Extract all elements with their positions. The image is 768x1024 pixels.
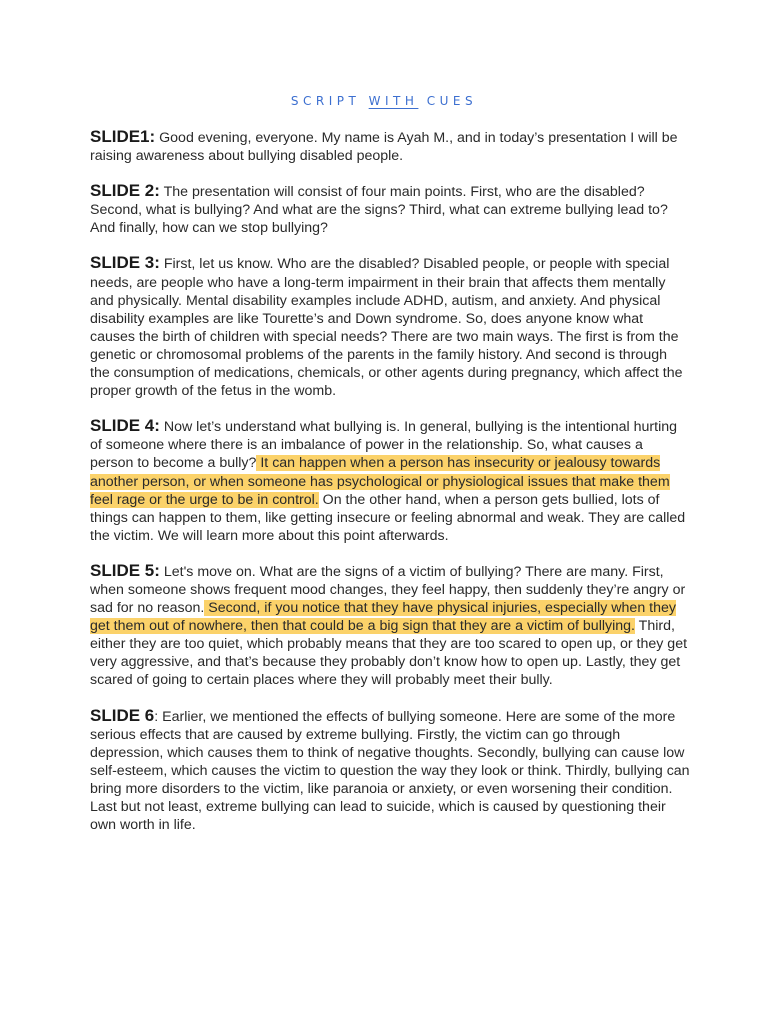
slide-5-paragraph xyxy=(90,562,690,690)
slide-2-label: SLIDE 2: xyxy=(90,181,160,201)
slide-3-label: SLIDE 3: xyxy=(90,253,160,273)
slide-4-label: SLIDE 4: xyxy=(90,416,160,436)
title-part-script: SCRIPT xyxy=(290,94,369,108)
slide-3-paragraph xyxy=(90,254,690,400)
title-part-with: WITH xyxy=(368,94,419,108)
slide-2-paragraph xyxy=(90,182,690,237)
slide-4-paragraph xyxy=(90,417,690,545)
slide-6-paragraph xyxy=(90,707,690,835)
slide-4-text-after: On the other hand, when a person gets bullied, lots of things can happen to them, like getting insecure or feeling abnormal and weak. They are called the victim. We will learn more about this point afterwards. xyxy=(90,491,686,544)
slide-1-paragraph xyxy=(90,128,690,165)
title-part-cues: CUES xyxy=(418,94,478,108)
slide-5-label: SLIDE 5: xyxy=(90,560,160,580)
slide-5-highlight: Second, if you notice that they have physical injuries, especially when they get them out of nowhere, then that could be a big sign that they are a victim of bullying. xyxy=(90,600,676,635)
slide-6-label: SLIDE 6 xyxy=(90,705,155,725)
slide-3-text: First, let us know. Who are the disabled? Disabled people, or people with special needs, are people who have a long-term impairment in their brain that affects them mentally and physically. Mental disability examples include ADHD, autism, and anxiety. And physical disability examples are like Tourette’s and Down syndrome. So, does anyone know what causes the birth of children with special needs? There are two main ways. The first is from the genetic or chromosomal problems of the parents in the family history. And second is through the consumption of medications, chemicals, or other agents during pregnancy, which affect the proper growth of the fetus in the womb. xyxy=(90,256,683,400)
slide-2-text: The presentation will consist of four main points. First, who are the disabled? Second, what is bullying? And what are the signs? Third, what can extreme bullying lead to? And finally, how can we stop bullying? xyxy=(90,184,668,237)
slide-1-text: Good evening, everyone. My name is Ayah M., and in today’s presentation I will be raising awareness about bullying disabled people. xyxy=(90,130,678,165)
document-title xyxy=(0,94,768,108)
slide-1-label: SLIDE1: xyxy=(90,127,156,146)
slide-4-text-before: Now let’s understand what bullying is. In general, bullying is the intentional hurting of someone where there is an imbalance of power in the relationship. So, what causes a person to become a bully? xyxy=(90,419,678,472)
slide-6-text: : Earlier, we mentioned the effects of bullying someone. Here are some of the more serious effects that are caused by extreme bullying. Firstly, the victim can go through depression, which causes them to think of negative thoughts. Secondly, bullying can cause low self-esteem, which causes the victim to question the way they look or think. Thirdly, bullying can bring more disorders to the victim, like paranoia or anxiety, or even worsening their condition. Last but not least, extreme bullying can lead to suicide, which is caused by questioning their own worth in life. xyxy=(90,708,690,834)
slide-5-text-after: Third, either they are too quiet, which probably means that they are too scared to open up, or they get very aggressive, and that’s because they probably don’t know how to open up. Lastly, they get scared of going to certain places where they will probably meet their bully. xyxy=(90,618,688,689)
document-body xyxy=(90,128,690,851)
slide-4-highlight: It can happen when a person has insecurity or jealousy towards another person, or when someone has psychological or physiological issues that make them feel rage or the urge to be in control. xyxy=(90,455,670,508)
slide-5-text-before: Let's move on. What are the signs of a victim of bullying? There are many. First, when someone shows frequent mood changes, they feel happy, then suddenly they’re angry or sad for no reason. xyxy=(90,563,686,617)
